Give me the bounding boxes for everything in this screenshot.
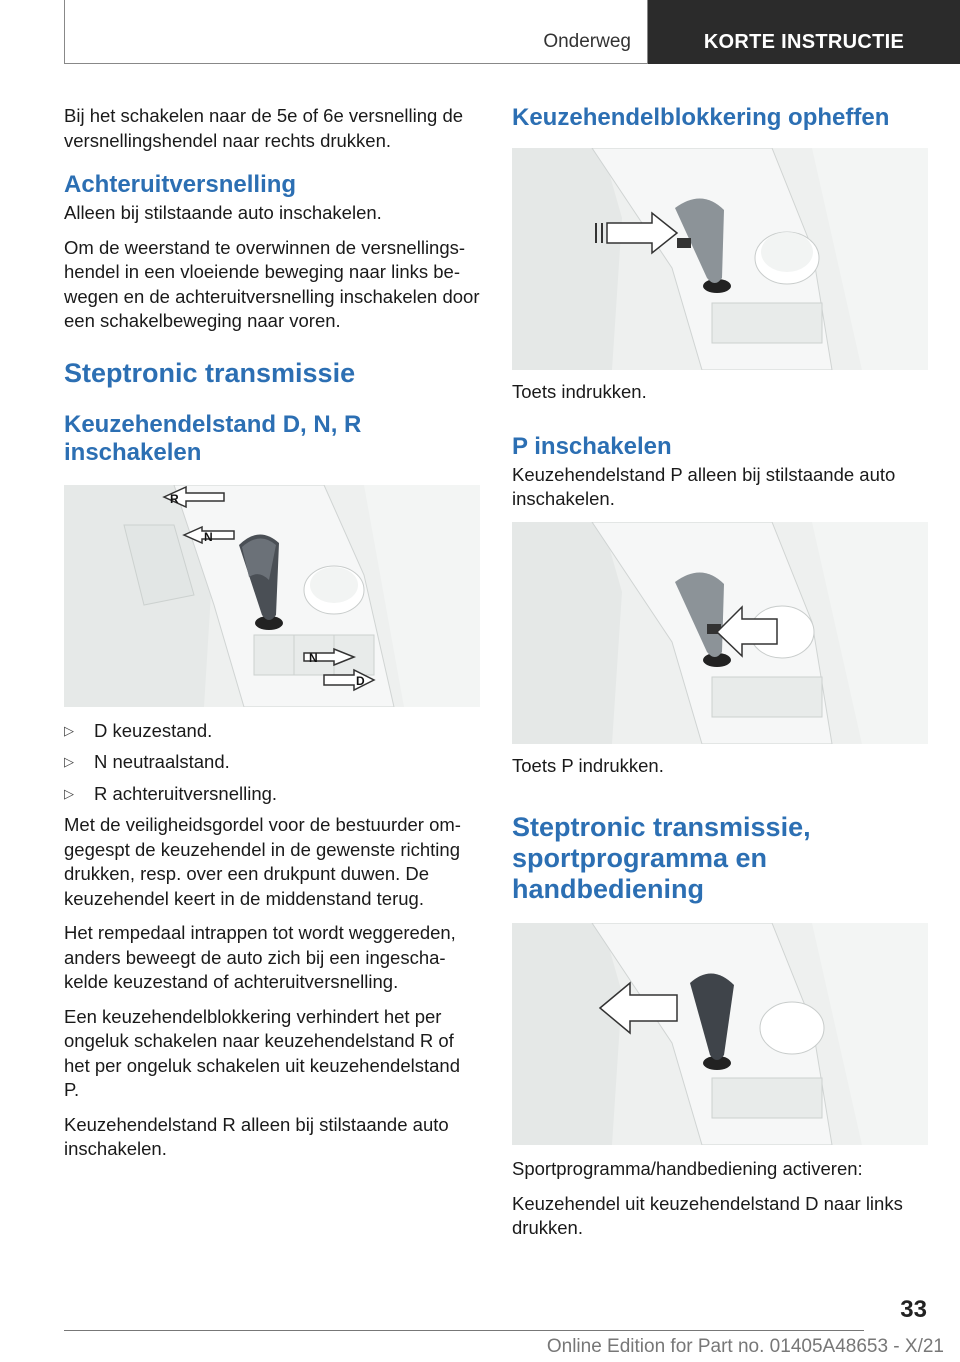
- page-number: 33: [900, 1296, 927, 1323]
- unlock-caption: Toets indrukken.: [512, 381, 647, 402]
- unlock-button-figure: [512, 148, 928, 370]
- triangle-bullet-icon: ▷: [64, 754, 74, 769]
- list-item: ▷ N neutraalstand.: [64, 750, 480, 775]
- body-paragraph-4: Keuzehendelstand R alleen bij stilstaande auto inschakelen.: [64, 1113, 449, 1159]
- intro-paragraph: Bij het schakelen naar de 5e of 6e versnelling de versnellingshendel naar rechts drukken.: [64, 105, 464, 151]
- reverse-paragraph-2: Om de weerstand te overwinnen de versnellingshendel in een vloeiende beweging naar links bewegen en de achteruitversnelling inschakelen door een schakelbeweging naar voren.: [64, 236, 480, 331]
- unlock-heading: Keuzehendelblokkering opheffen: [512, 104, 890, 131]
- section-title: Onderweg: [543, 31, 631, 52]
- list-item: ▷ R achteruitversnelling.: [64, 782, 480, 807]
- reverse-paragraph-1: Alleen bij stilstaande auto inschakelen.: [64, 202, 382, 223]
- park-heading: P inschakelen: [512, 432, 672, 460]
- body-paragraph-2: Het rempedaal intrappen tot wordt weggereden, anders beweegt de auto zich bij een ingeschakelde keuzestand of achteruitversnelling.: [64, 922, 456, 992]
- unlock-illustration: [512, 148, 928, 370]
- sport-paragraph-1: Sportprogramma/handbediening activeren:: [512, 1158, 863, 1179]
- triangle-bullet-icon: ▷: [64, 722, 74, 738]
- footer-divider: [64, 1330, 864, 1331]
- right-column: [512, 104, 928, 1251]
- label-n-top: N: [204, 529, 213, 544]
- list-item: ▷ D keuzestand.: [64, 719, 480, 744]
- triangle-bullet-icon: ▷: [64, 785, 74, 801]
- park-paragraph: Keuzehendelstand P alleen bij stilstaande auto inschakelen.: [512, 463, 896, 509]
- park-caption: Toets P indrukken.: [512, 754, 664, 776]
- footer-edition-text: Online Edition for Part no. 01405A48653 - X/21: [546, 1336, 944, 1357]
- header-section-box: [64, 0, 648, 64]
- park-button-figure: [512, 522, 928, 744]
- label-d: D: [356, 673, 365, 688]
- chapter-tab: [648, 0, 960, 64]
- label-n-bottom: N: [309, 650, 318, 665]
- steptronic-heading: Steptronic transmissie: [64, 357, 356, 388]
- park-illustration: [512, 522, 928, 744]
- body-paragraph-3: Een keuzehendelblokkering verhindert het per ongeluk schakelen naar keuzehendelstand R of het per ongeluk schakelen uit keuzehendelstand P.: [64, 1005, 460, 1100]
- gear-selector-figure-drn: [64, 485, 480, 707]
- sport-illustration: [512, 923, 928, 1145]
- sport-mode-figure: [512, 923, 928, 1145]
- left-column: [64, 104, 480, 1172]
- select-lever-heading: Keuzehendelstand D, N, R inschakelen: [64, 410, 362, 466]
- sport-heading: Steptronic transmissie, sportprogramma en handbediening: [512, 812, 811, 904]
- gear-selector-illustration: [64, 485, 480, 707]
- sport-paragraph-2: Keuzehendel uit keuzehendelstand D naar links drukken.: [512, 1192, 903, 1238]
- reverse-heading: Achteruitversnelling: [64, 171, 297, 198]
- label-r: R: [170, 491, 179, 506]
- chapter-tab-label: KORTE INSTRUCTIE: [703, 31, 905, 53]
- selector-position-list: [64, 719, 480, 807]
- body-paragraph-1: Met de veiligheidsgordel voor de bestuurder omgegespt de keuzehendel in de gewenste richting drukken, resp. over een drukpunt duwen. De keuzehendel keert in de middenstand terug.: [64, 814, 461, 909]
